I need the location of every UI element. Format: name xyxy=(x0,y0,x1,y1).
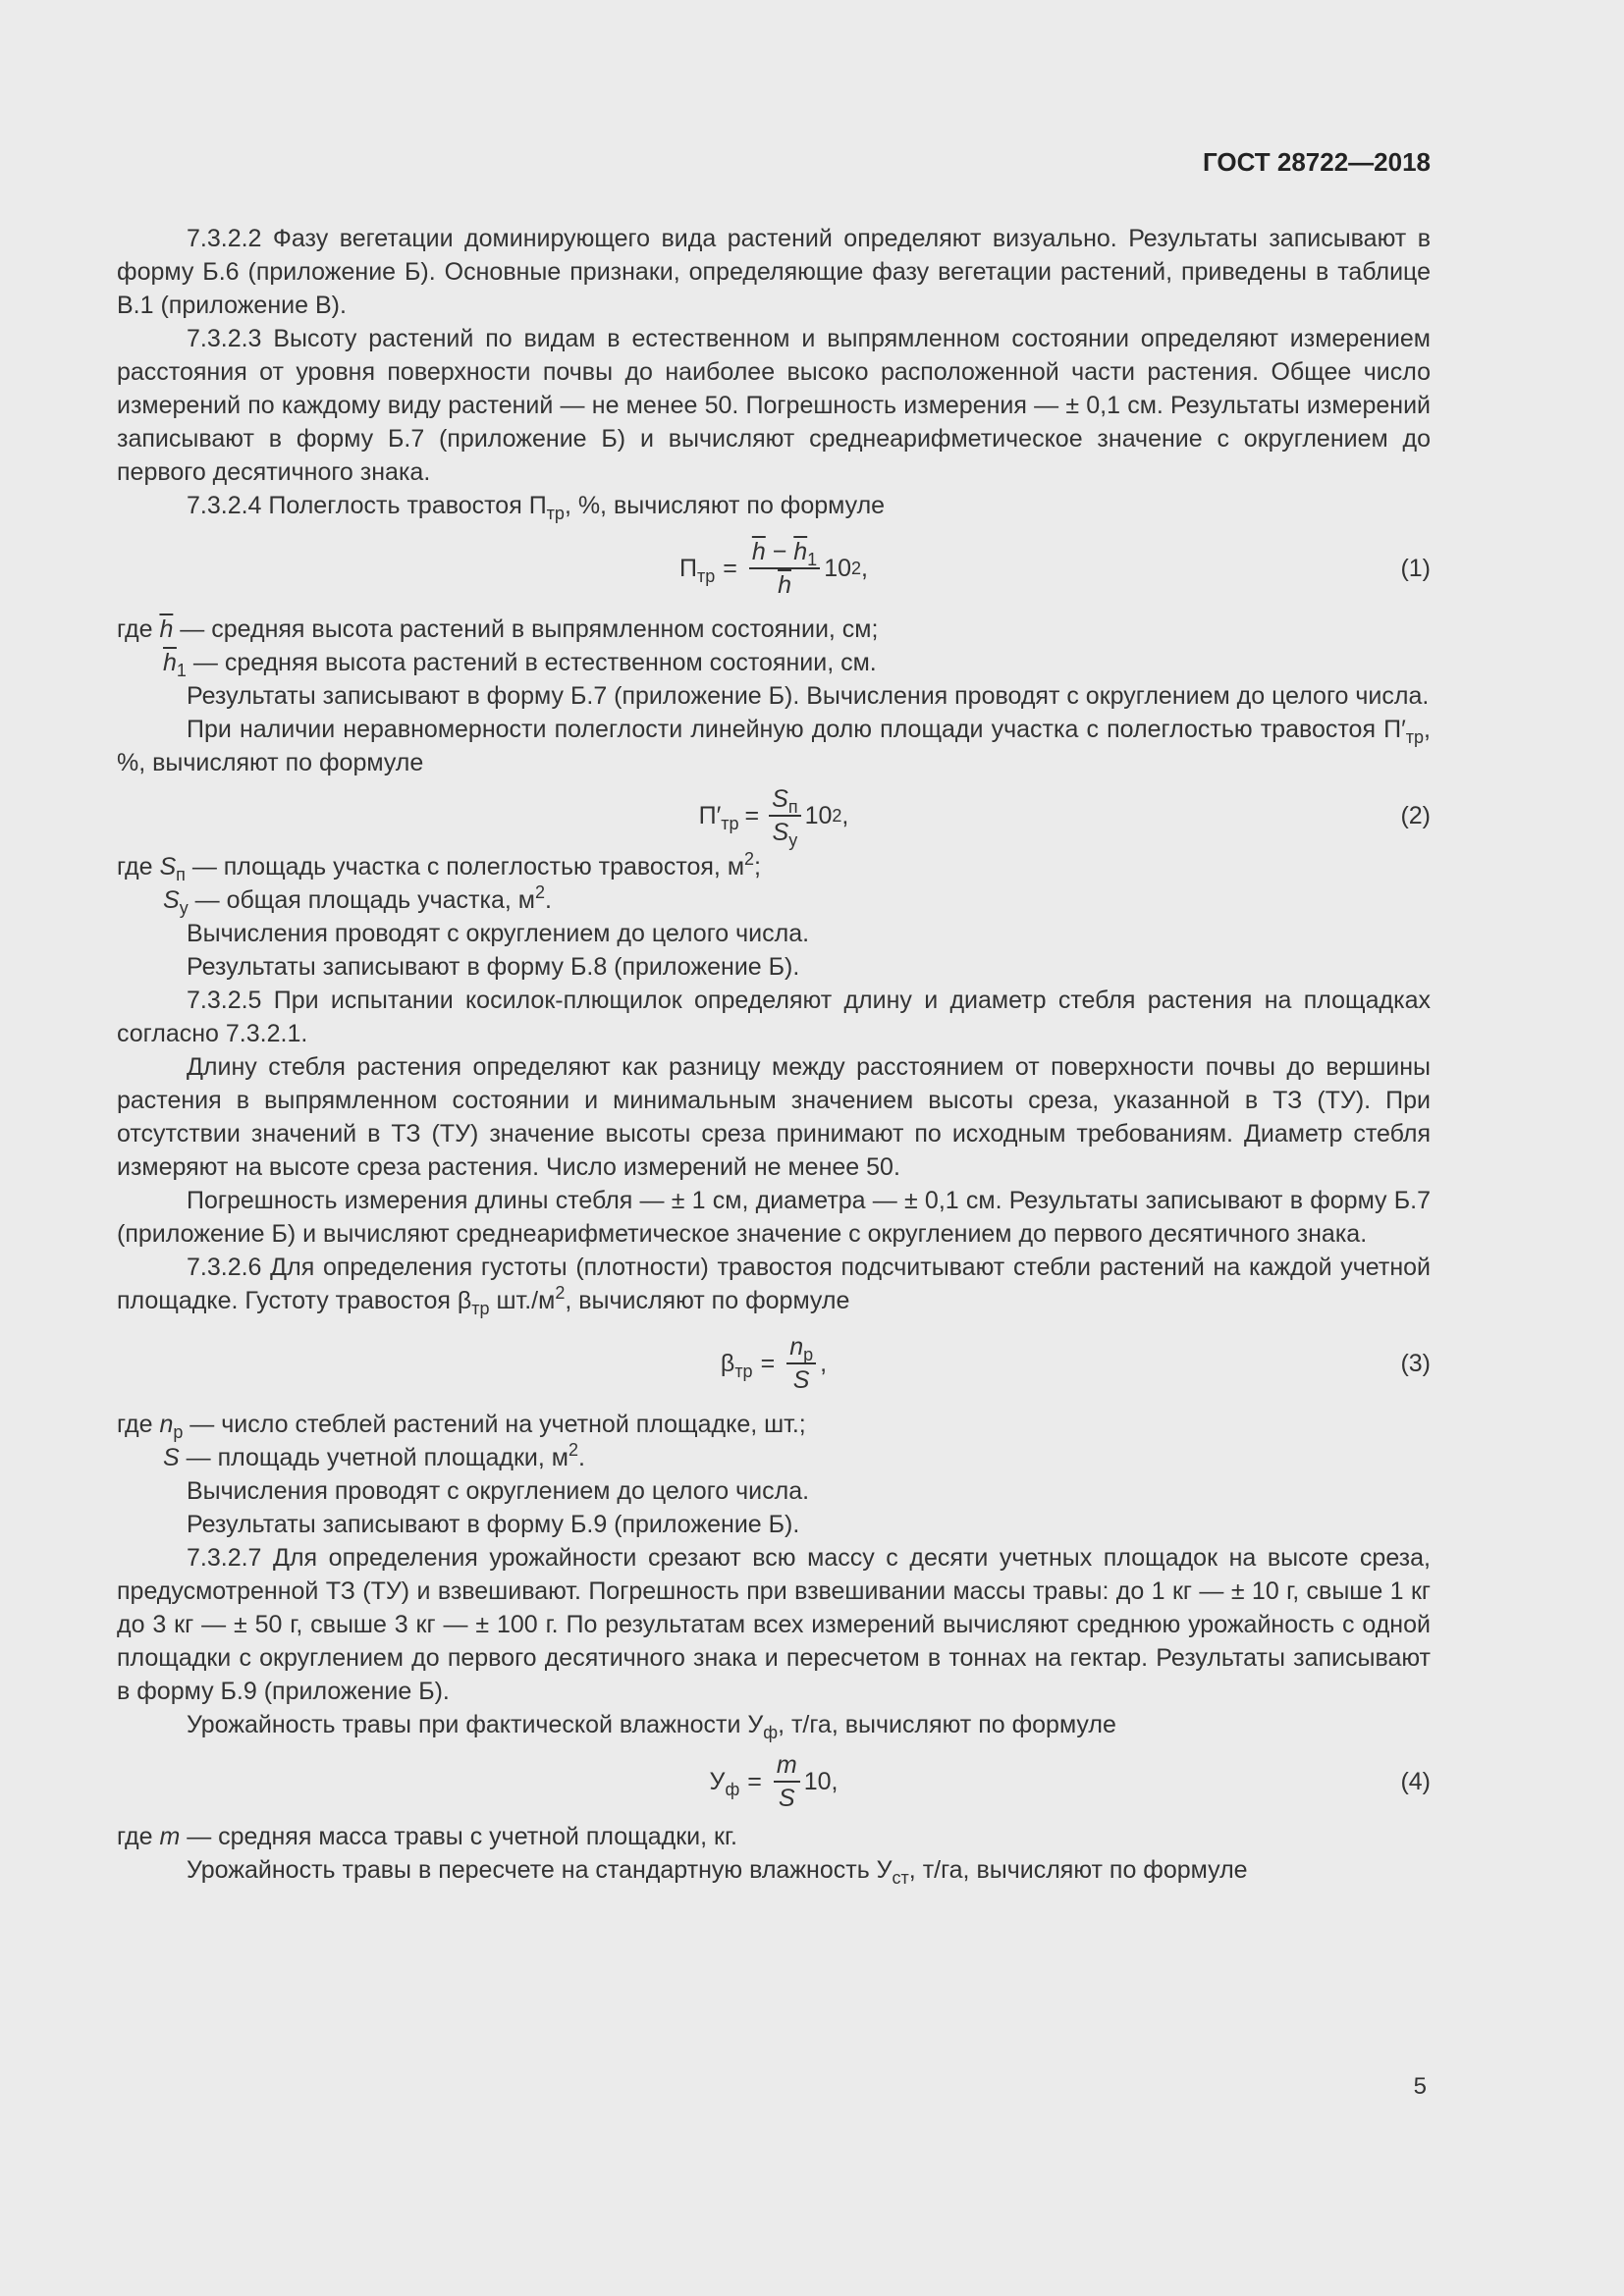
formula-4-number: (4) xyxy=(1400,1768,1431,1795)
formula-2-fraction: $\frac{S_п}{S_у}$ xyxy=(769,785,800,846)
paragraph-results-b9: Результаты записывают в форму Б.9 (приложение Б). xyxy=(187,1511,800,1538)
formula-4-fraction: $\frac{m}{S}$ xyxy=(774,1751,800,1812)
paragraph-7-3-2-3: 7.3.2.3 Высоту растений по видам в естественном и выпрямленном состоянии определяют измерением расстояния от уровня поверхности почвы до наиболее высоко расположенной части растения. Общее число измерений по каждому виду растений — не менее 50. Погрешность измерения — ± 0,1 см. Результаты измерений записывают в форму Б.7 (приложение Б) и вычисляют среднеарифметическое значение с округлением до первого десятичного знака. xyxy=(117,325,1431,486)
formula-3: $\beta_{тр}$ = $\frac{n_р}{S}$ , (3) xyxy=(720,1333,1431,1394)
paragraph-yield-actual: Урожайность травы при фактической влажности $У_ф$, т/га, вычисляют по формуле xyxy=(187,1711,1116,1742)
paragraph-results-b8: Результаты записывают в форму Б.8 (приложение Б). xyxy=(187,953,800,981)
paragraph-rounding-1: Вычисления проводят с округлением до целого числа. xyxy=(187,920,810,947)
paragraph-7-3-2-5: 7.3.2.5 При испытании косилок-плющилок определяют длину и диаметр стебля растения на площадках согласно 7.3.2.1. xyxy=(117,987,1431,1047)
where-np: где $n_р$ — число стеблей растений на учетной площадке, шт.; xyxy=(117,1411,806,1442)
where-sp: где $S_п$ — площадь участка с полеглостью травостоя, $м^2$; xyxy=(117,849,761,884)
where-sy: $S_у$ — общая площадь участка, $м^2$. xyxy=(163,882,552,918)
document-header: ГОСТ 28722—2018 xyxy=(1203,147,1431,177)
formula-3-fraction: $\frac{n_р}{S}$ xyxy=(786,1333,816,1394)
paragraph-results-b7: Результаты записывают в форму Б.7 (приложение Б). Вычисления проводят с округлением до целого числа. xyxy=(187,682,1430,710)
formula-2: $П'_{тр}$ = $\frac{S_п}{S_у}$ 10 2 , (2) xyxy=(698,785,1431,850)
formula-1: $П_{тр}$ = $\frac{\overline{h} - \overline{h}_1}{h}$ 10 2 , (1) xyxy=(679,538,1431,599)
paragraph-measurement-error: Погрешность измерения длины стебля — ± 1 см, диаметра — ± 0,1 см. Результаты записывают в форму Б.7 (приложение Б) и вычисляют среднеарифметическое значение с округлением до первого десятичного знака. xyxy=(117,1187,1431,1248)
paragraph-yield-standard: Урожайность травы в пересчете на стандартную влажность $У_{ст}$, т/га, вычисляют по формуле xyxy=(187,1856,1248,1888)
paragraph-7-3-2-7: 7.3.2.7 Для определения урожайности срезают всю массу с десяти учетных площадок на высоте среза, предусмотренной ТЗ (ТУ) и взвешивают. Погрешность при взвешивании массы травы: до 1 кг — ± 10 г, свыше 1 кг до 3 кг — ± 50 г, свыше 3 кг — ± 100 г. По результатам всех измерений вычисляют среднюю урожайность с одной площадки с округлением до первого десятичного знака и пересчетом в тоннах на гектар. Результаты записывают в форму Б.9 (приложение Б). xyxy=(117,1544,1431,1705)
where-m: где m — средняя масса травы с учетной площадки, кг. xyxy=(117,1823,737,1850)
document-body xyxy=(117,222,1431,1887)
paragraph-7-3-2-4: 7.3.2.4 Полеглость травостоя $П_{тр}$, %, вычисляют по формуле xyxy=(187,492,886,523)
formula-1-number: (1) xyxy=(1400,555,1431,582)
formula-4: $У_ф$ = $\frac{m}{S}$ 10 , (4) xyxy=(709,1751,1431,1812)
where-s: S — площадь учетной площадки, $м^2$. xyxy=(163,1440,585,1471)
page-number: 5 xyxy=(1413,2073,1427,2100)
formula-1-fraction: $\frac{\overline{h} - \overline{h}_1}{h}$ xyxy=(749,538,820,599)
where-h: где $\overline{h}$ — средняя высота растений в выпрямленном состоянии, см; xyxy=(117,615,879,643)
paragraph-7-3-2-2: 7.3.2.2 Фазу вегетации доминирующего вида растений определяют визуально. Результаты записывают в форму Б.6 (приложение Б). Основные признаки, определяющие фазу вегетации растений, приведены в таблице В.1 (приложение В). xyxy=(117,225,1431,319)
paragraph-rounding-2: Вычисления проводят с округлением до целого числа. xyxy=(187,1477,810,1505)
where-h1: $\overline{h}_1$ — средняя высота растений в естественном состоянии, см. xyxy=(163,649,877,680)
formula-2-number: (2) xyxy=(1400,802,1431,829)
formula-3-number: (3) xyxy=(1400,1350,1431,1377)
paragraph-7-3-2-6: 7.3.2.6 Для определения густоты (плотности) травостоя подсчитывают стебли растений на каждой учетной площадке. Густоту травостоя $\beta_{тр}$ $шт./м^2$, вычисляют по формуле xyxy=(117,1254,1431,1318)
paragraph-lodging-unevenness: При наличии неравномерности полеглости линейную долю площади участка с полеглостью травостоя $П'_{тр}$, %, вычисляют по формуле xyxy=(117,716,1431,776)
paragraph-stem-length: Длину стебля растения определяют как разницу между расстоянием от поверхности почвы до вершины растения в выпрямленном состоянии и минимальным значением высоты среза, указанной в ТЗ (ТУ). При отсутствии значений в ТЗ (ТУ) значение высоты среза принимают по исходным требованиям. Диаметр стебля измеряют на высоте среза растения. Число измерений не менее 50. xyxy=(117,1053,1431,1181)
